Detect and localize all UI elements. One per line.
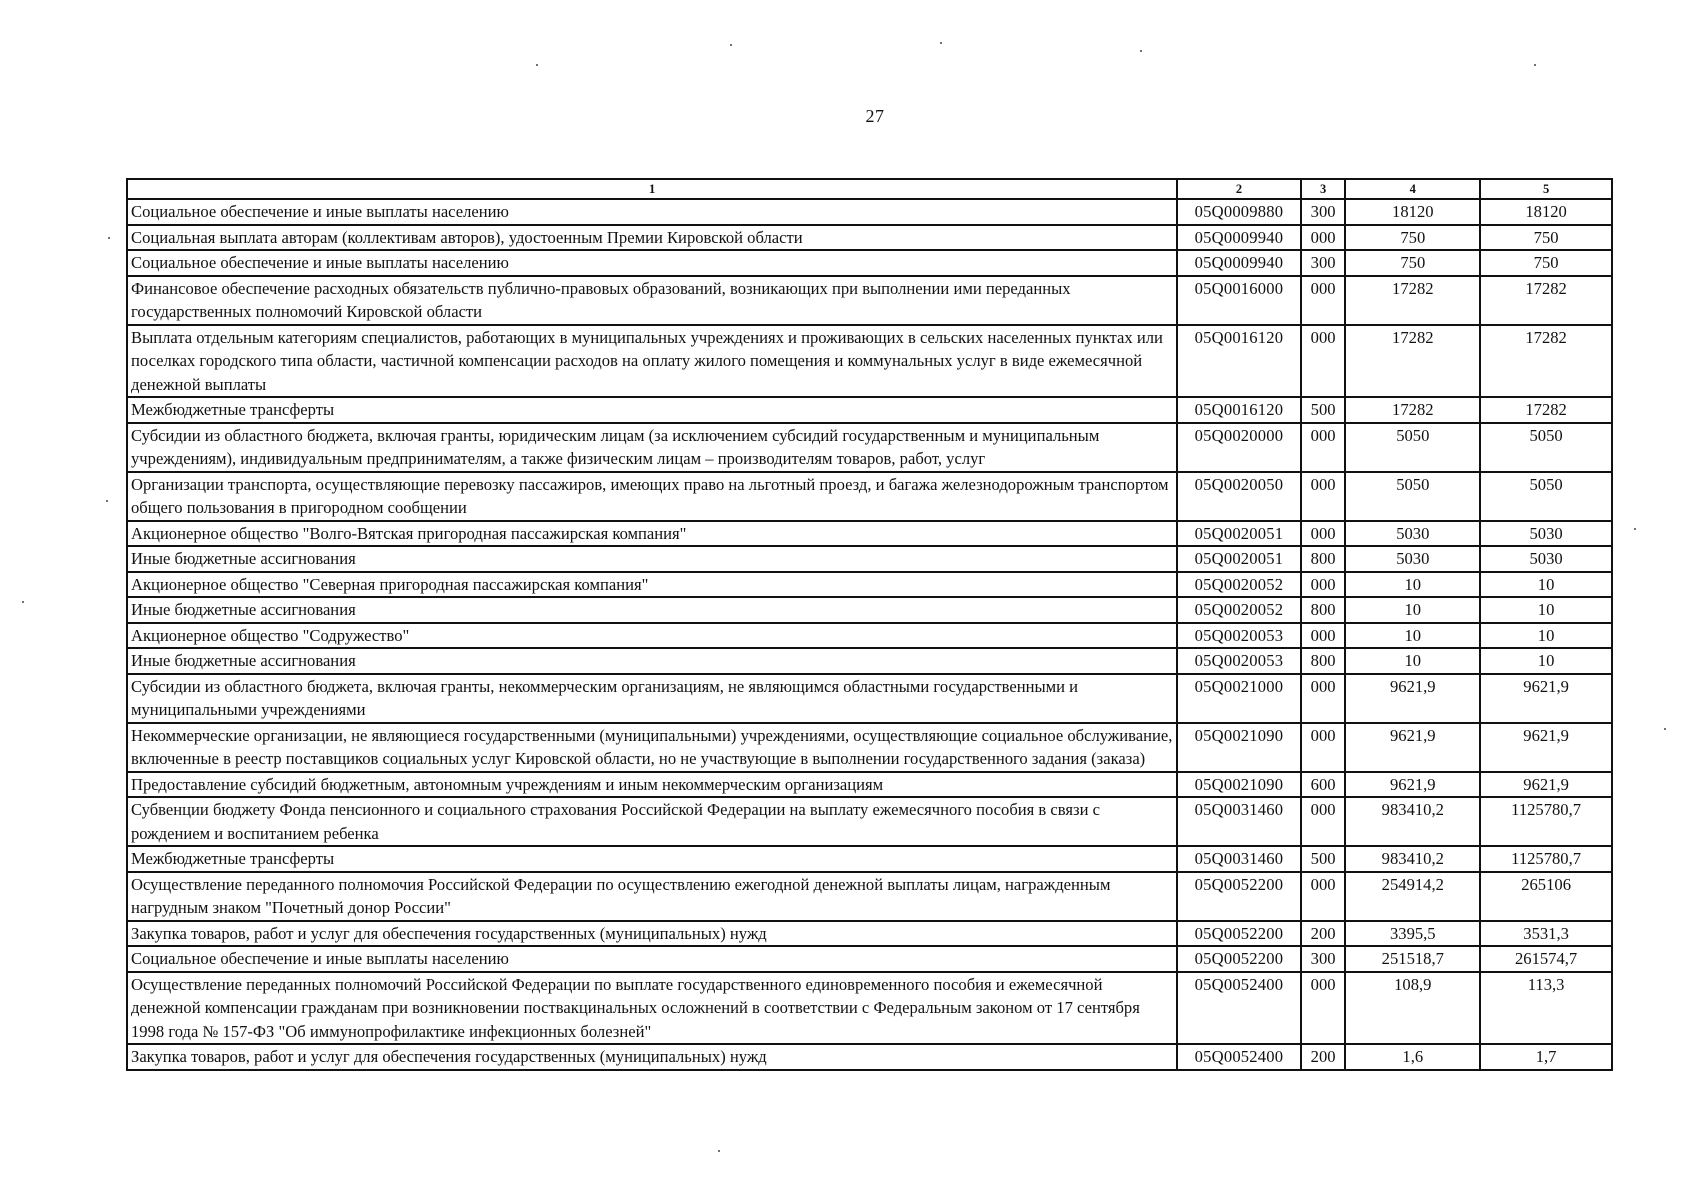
row-name-cell: Некоммерческие организации, не являющиеся государственными (муниципальными) учреждениями, осуществляющие социальное обслуживание, включенные в реестр поставщиков социальных услуг Кировской области, но не участвующие в выполнении государственного задания (заказа) bbox=[127, 723, 1177, 772]
row-value-cell: 10 bbox=[1345, 648, 1480, 674]
row-type-cell: 000 bbox=[1301, 225, 1346, 251]
row-name-cell: Закупка товаров, работ и услуг для обеспечения государственных (муниципальных) нужд bbox=[127, 1044, 1177, 1070]
scan-speck bbox=[536, 64, 538, 66]
row-name-cell: Социальное обеспечение и иные выплаты населению bbox=[127, 199, 1177, 225]
row-code-cell: 05Q0021090 bbox=[1177, 723, 1301, 772]
row-name-cell: Субвенции бюджету Фонда пенсионного и социального страхования Российской Федерации на выплату ежемесячного пособия в связи с рождением и воспитанием ребенка bbox=[127, 797, 1177, 846]
row-type-cell: 800 bbox=[1301, 648, 1346, 674]
row-value-cell: 108,9 bbox=[1345, 972, 1480, 1045]
row-value-cell: 9621,9 bbox=[1480, 772, 1612, 798]
row-value-cell: 9621,9 bbox=[1345, 723, 1480, 772]
row-value-cell: 983410,2 bbox=[1345, 797, 1480, 846]
table-row bbox=[127, 623, 1612, 649]
row-type-cell: 300 bbox=[1301, 946, 1346, 972]
row-value-cell: 1,7 bbox=[1480, 1044, 1612, 1070]
row-code-cell: 05Q0021000 bbox=[1177, 674, 1301, 723]
row-type-cell: 000 bbox=[1301, 972, 1346, 1045]
row-value-cell: 261574,7 bbox=[1480, 946, 1612, 972]
scan-speck bbox=[1534, 64, 1536, 66]
row-name-cell: Межбюджетные трансферты bbox=[127, 397, 1177, 423]
row-value-cell: 10 bbox=[1480, 648, 1612, 674]
row-name-cell: Иные бюджетные ассигнования bbox=[127, 648, 1177, 674]
row-type-cell: 000 bbox=[1301, 423, 1346, 472]
row-name-cell: Предоставление субсидий бюджетным, автономным учреждениям и иным некоммерческим организациям bbox=[127, 772, 1177, 798]
row-value-cell: 750 bbox=[1480, 250, 1612, 276]
row-value-cell: 10 bbox=[1345, 623, 1480, 649]
table-row bbox=[127, 723, 1612, 772]
table-row bbox=[127, 797, 1612, 846]
page-number: 27 bbox=[865, 106, 885, 126]
row-name-cell: Субсидии из областного бюджета, включая гранты, юридическим лицам (за исключением субсидий государственным и муниципальным учреждениям), индивидуальным предпринимателям, а также физическим лицам – производителям товаров, работ, услуг bbox=[127, 423, 1177, 472]
row-value-cell: 5050 bbox=[1345, 423, 1480, 472]
row-code-cell: 05Q0031460 bbox=[1177, 846, 1301, 872]
scan-speck bbox=[1140, 50, 1142, 52]
table-row bbox=[127, 846, 1612, 872]
table-row bbox=[127, 597, 1612, 623]
row-code-cell: 05Q0052400 bbox=[1177, 1044, 1301, 1070]
row-value-cell: 750 bbox=[1345, 225, 1480, 251]
table-row bbox=[127, 546, 1612, 572]
table-row bbox=[127, 872, 1612, 921]
row-value-cell: 3531,3 bbox=[1480, 921, 1612, 947]
row-value-cell: 251518,7 bbox=[1345, 946, 1480, 972]
row-code-cell: 05Q0021090 bbox=[1177, 772, 1301, 798]
table-row bbox=[127, 276, 1612, 325]
table-row bbox=[127, 674, 1612, 723]
row-value-cell: 17282 bbox=[1480, 276, 1612, 325]
row-value-cell: 1125780,7 bbox=[1480, 797, 1612, 846]
scan-speck bbox=[1664, 728, 1666, 730]
row-code-cell: 05Q0016120 bbox=[1177, 325, 1301, 398]
row-type-cell: 600 bbox=[1301, 772, 1346, 798]
row-name-cell: Акционерное общество "Волго-Вятская пригородная пассажирская компания" bbox=[127, 521, 1177, 547]
table-row bbox=[127, 199, 1612, 225]
row-type-cell: 000 bbox=[1301, 276, 1346, 325]
row-name-cell: Выплата отдельным категориям специалистов, работающих в муниципальных учреждениях и проживающих в сельских населенных пунктах или поселках городского типа области, частичной компенсации расходов на оплату жилого помещения и коммунальных услуг в виде ежемесячной денежной выплаты bbox=[127, 325, 1177, 398]
row-name-cell: Осуществление переданных полномочий Российской Федерации по выплате государственного единовременного пособия и ежемесячной денежной компенсации гражданам при возникновении поствакцинальных осложнений в соответствии с Федеральным законом от 17 сентября 1998 года № 157-ФЗ "Об иммунопрофилактике инфекционных болезней" bbox=[127, 972, 1177, 1045]
table-row bbox=[127, 325, 1612, 398]
scan-speck bbox=[106, 500, 108, 502]
row-name-cell: Социальная выплата авторам (коллективам авторов), удостоенным Премии Кировской области bbox=[127, 225, 1177, 251]
row-type-cell: 800 bbox=[1301, 546, 1346, 572]
row-value-cell: 5050 bbox=[1480, 472, 1612, 521]
row-name-cell: Иные бюджетные ассигнования bbox=[127, 597, 1177, 623]
budget-table bbox=[126, 178, 1613, 1071]
row-value-cell: 9621,9 bbox=[1345, 772, 1480, 798]
row-name-cell: Осуществление переданного полномочия Российской Федерации по осуществлению ежегодной денежной выплаты лицам, награжденным нагрудным знаком "Почетный донор России" bbox=[127, 872, 1177, 921]
header-row bbox=[127, 179, 1612, 199]
row-value-cell: 5030 bbox=[1345, 546, 1480, 572]
row-code-cell: 05Q0020051 bbox=[1177, 546, 1301, 572]
row-code-cell: 05Q0052400 bbox=[1177, 972, 1301, 1045]
table-row bbox=[127, 921, 1612, 947]
row-type-cell: 000 bbox=[1301, 472, 1346, 521]
row-code-cell: 05Q0020053 bbox=[1177, 648, 1301, 674]
row-code-cell: 05Q0020000 bbox=[1177, 423, 1301, 472]
row-type-cell: 200 bbox=[1301, 1044, 1346, 1070]
scan-speck bbox=[22, 601, 24, 603]
table-row bbox=[127, 972, 1612, 1045]
row-value-cell: 5030 bbox=[1480, 521, 1612, 547]
row-code-cell: 05Q0016000 bbox=[1177, 276, 1301, 325]
row-type-cell: 000 bbox=[1301, 623, 1346, 649]
row-value-cell: 5030 bbox=[1480, 546, 1612, 572]
row-value-cell: 1,6 bbox=[1345, 1044, 1480, 1070]
table-row bbox=[127, 1044, 1612, 1070]
row-value-cell: 10 bbox=[1480, 572, 1612, 598]
row-type-cell: 000 bbox=[1301, 521, 1346, 547]
table-row bbox=[127, 648, 1612, 674]
row-type-cell: 000 bbox=[1301, 674, 1346, 723]
row-value-cell: 17282 bbox=[1480, 325, 1612, 398]
row-name-cell: Финансовое обеспечение расходных обязательств публично-правовых образований, возникающих при выполнении ими переданных государственных полномочий Кировской области bbox=[127, 276, 1177, 325]
row-code-cell: 05Q0020052 bbox=[1177, 572, 1301, 598]
row-value-cell: 18120 bbox=[1480, 199, 1612, 225]
table-row bbox=[127, 423, 1612, 472]
row-name-cell: Субсидии из областного бюджета, включая гранты, некоммерческим организациям, не являющимся областными государственными и муниципальными учреждениями bbox=[127, 674, 1177, 723]
table-row bbox=[127, 472, 1612, 521]
row-name-cell: Акционерное общество "Северная пригородная пассажирская компания" bbox=[127, 572, 1177, 598]
row-code-cell: 05Q0009940 bbox=[1177, 250, 1301, 276]
row-code-cell: 05Q0052200 bbox=[1177, 946, 1301, 972]
row-value-cell: 9621,9 bbox=[1345, 674, 1480, 723]
table-row bbox=[127, 521, 1612, 547]
table-row bbox=[127, 397, 1612, 423]
row-value-cell: 9621,9 bbox=[1480, 723, 1612, 772]
row-value-cell: 5050 bbox=[1345, 472, 1480, 521]
row-value-cell: 17282 bbox=[1345, 276, 1480, 325]
column-header: 5 bbox=[1480, 179, 1612, 199]
row-code-cell: 05Q0020050 bbox=[1177, 472, 1301, 521]
column-header: 2 bbox=[1177, 179, 1301, 199]
scan-speck bbox=[1634, 528, 1636, 530]
row-name-cell: Закупка товаров, работ и услуг для обеспечения государственных (муниципальных) нужд bbox=[127, 921, 1177, 947]
row-value-cell: 1125780,7 bbox=[1480, 846, 1612, 872]
row-type-cell: 500 bbox=[1301, 846, 1346, 872]
scan-speck bbox=[940, 42, 942, 44]
column-header: 1 bbox=[127, 179, 1177, 199]
row-value-cell: 17282 bbox=[1480, 397, 1612, 423]
row-value-cell: 9621,9 bbox=[1480, 674, 1612, 723]
row-type-cell: 000 bbox=[1301, 872, 1346, 921]
table-row bbox=[127, 572, 1612, 598]
row-value-cell: 750 bbox=[1345, 250, 1480, 276]
row-code-cell: 05Q0009940 bbox=[1177, 225, 1301, 251]
table-row bbox=[127, 772, 1612, 798]
table-row bbox=[127, 250, 1612, 276]
row-type-cell: 000 bbox=[1301, 723, 1346, 772]
scan-speck bbox=[108, 237, 110, 239]
row-name-cell: Акционерное общество "Содружество" bbox=[127, 623, 1177, 649]
row-name-cell: Иные бюджетные ассигнования bbox=[127, 546, 1177, 572]
row-value-cell: 3395,5 bbox=[1345, 921, 1480, 947]
row-code-cell: 05Q0020051 bbox=[1177, 521, 1301, 547]
row-type-cell: 200 bbox=[1301, 921, 1346, 947]
scan-speck bbox=[730, 44, 732, 46]
row-value-cell: 10 bbox=[1345, 572, 1480, 598]
row-code-cell: 05Q0052200 bbox=[1177, 872, 1301, 921]
table-row bbox=[127, 225, 1612, 251]
row-value-cell: 5050 bbox=[1480, 423, 1612, 472]
row-name-cell: Социальное обеспечение и иные выплаты населению bbox=[127, 250, 1177, 276]
row-type-cell: 300 bbox=[1301, 199, 1346, 225]
row-type-cell: 000 bbox=[1301, 797, 1346, 846]
row-value-cell: 5030 bbox=[1345, 521, 1480, 547]
row-code-cell: 05Q0020052 bbox=[1177, 597, 1301, 623]
row-type-cell: 300 bbox=[1301, 250, 1346, 276]
row-name-cell: Организации транспорта, осуществляющие перевозку пассажиров, имеющих право на льготный проезд, и багажа железнодорожным транспортом общего пользования в пригородном сообщении bbox=[127, 472, 1177, 521]
row-value-cell: 10 bbox=[1480, 597, 1612, 623]
row-name-cell: Социальное обеспечение и иные выплаты населению bbox=[127, 946, 1177, 972]
row-code-cell: 05Q0052200 bbox=[1177, 921, 1301, 947]
row-code-cell: 05Q0009880 bbox=[1177, 199, 1301, 225]
row-value-cell: 254914,2 bbox=[1345, 872, 1480, 921]
row-code-cell: 05Q0016120 bbox=[1177, 397, 1301, 423]
row-value-cell: 18120 bbox=[1345, 199, 1480, 225]
column-header: 4 bbox=[1345, 179, 1480, 199]
row-value-cell: 265106 bbox=[1480, 872, 1612, 921]
row-code-cell: 05Q0020053 bbox=[1177, 623, 1301, 649]
row-type-cell: 800 bbox=[1301, 597, 1346, 623]
row-value-cell: 113,3 bbox=[1480, 972, 1612, 1045]
row-value-cell: 10 bbox=[1345, 597, 1480, 623]
table-row bbox=[127, 946, 1612, 972]
scan-speck bbox=[718, 1150, 720, 1152]
row-type-cell: 000 bbox=[1301, 325, 1346, 398]
row-value-cell: 983410,2 bbox=[1345, 846, 1480, 872]
row-name-cell: Межбюджетные трансферты bbox=[127, 846, 1177, 872]
row-code-cell: 05Q0031460 bbox=[1177, 797, 1301, 846]
row-type-cell: 500 bbox=[1301, 397, 1346, 423]
row-value-cell: 17282 bbox=[1345, 397, 1480, 423]
row-value-cell: 750 bbox=[1480, 225, 1612, 251]
row-value-cell: 17282 bbox=[1345, 325, 1480, 398]
row-value-cell: 10 bbox=[1480, 623, 1612, 649]
column-header: 3 bbox=[1301, 179, 1346, 199]
table-body bbox=[127, 179, 1612, 1070]
row-type-cell: 000 bbox=[1301, 572, 1346, 598]
